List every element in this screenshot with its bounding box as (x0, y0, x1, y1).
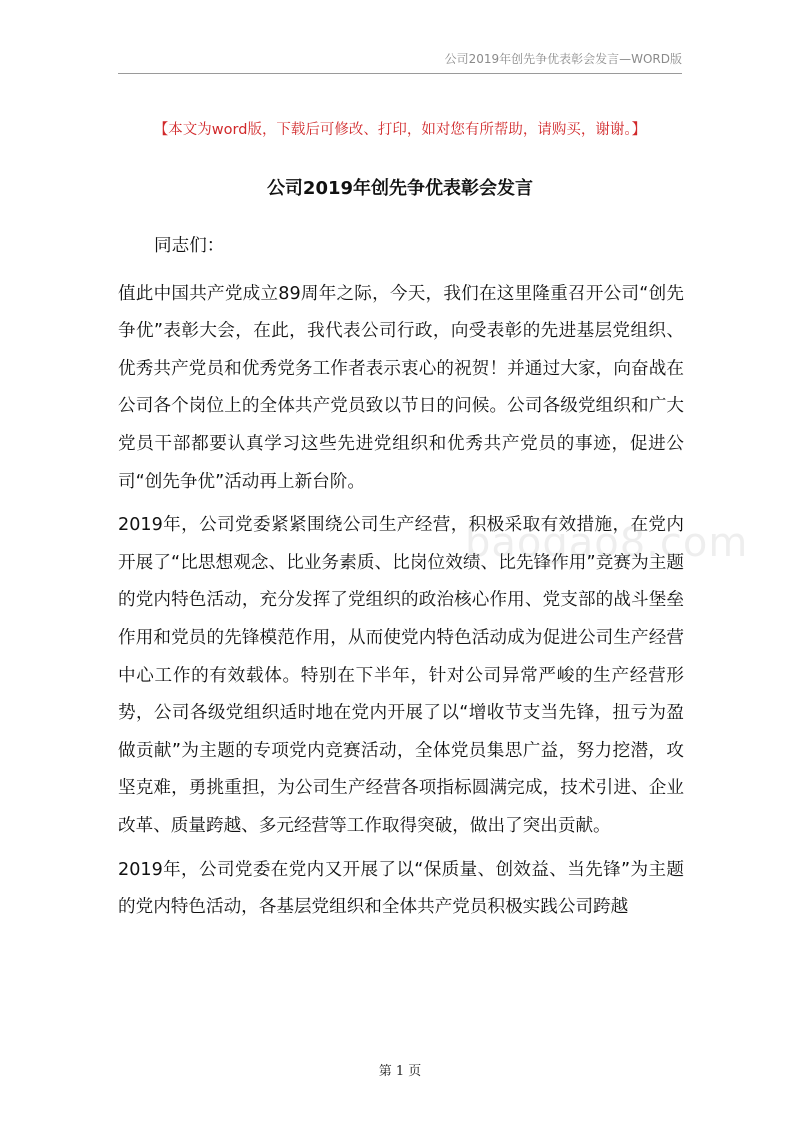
purchase-notice: 【本文为word版，下载后可修改、打印，如对您有所帮助，请购买，谢谢。】 (153, 122, 647, 138)
document-title: 公司2019年创先争优表彰会发言 (266, 178, 534, 199)
paragraph-1: 值此中国共产党成立89周年之际，今天，我们在这里隆重召开公司“创先争优”表彰大会，在此，我代表公司行政，向受表彰的先进基层党组织、优秀共产党员和优秀党务工作者表示衷心的祝贺！并通过大家，向奋战在公司各个岗位上的全体共产党员致以节日的问候。公司各级党组织和广大党员干部都要认真学习这些先进党组织和优秀共产党员的事迹，促进公司“创先争优”活动再上新台阶。 (118, 283, 684, 492)
document-body (118, 228, 684, 933)
page-header: 公司2019年创先争优表彰会发言—WORD版 (118, 50, 682, 74)
paragraph-2: 2019年，公司党委紧紧围绕公司生产经营，积极采取有效措施，在党内开展了“比思想观念、比业务素质、比岗位效绩、比先锋作用”竞赛为主题的党内特色活动，充分发挥了党组织的政治核心作用、党支部的战斗堡垒作用和党员的先锋模范作用，从而使党内特色活动成为促进公司生产经营中心工作的有效载体。特别在下半年，针对公司异常严峻的生产经营形势，公司各级党组织适时地在党内开展了以“增收节支当先锋，扭亏为盈做贡献”为主题的专项党内竞赛活动，全体党员集思广益，努力挖潜，攻坚克难，勇挑重担，为公司生产经营各项指标圆满完成，技术引进、企业改革、质量跨越、多元经营等工作取得突破，做出了突出贡献。 (118, 515, 684, 836)
greeting: 同志们： (154, 236, 225, 256)
watermark: baogao8.com (465, 520, 749, 566)
page-number: 第 1 页 (378, 1064, 422, 1079)
paragraph-3: 2019年，公司党委在党内又开展了以“保质量、创效益、当先锋”为主题的党内特色活动，各基层党组织和全体共产党员积极实践公司跨越 (118, 859, 684, 918)
